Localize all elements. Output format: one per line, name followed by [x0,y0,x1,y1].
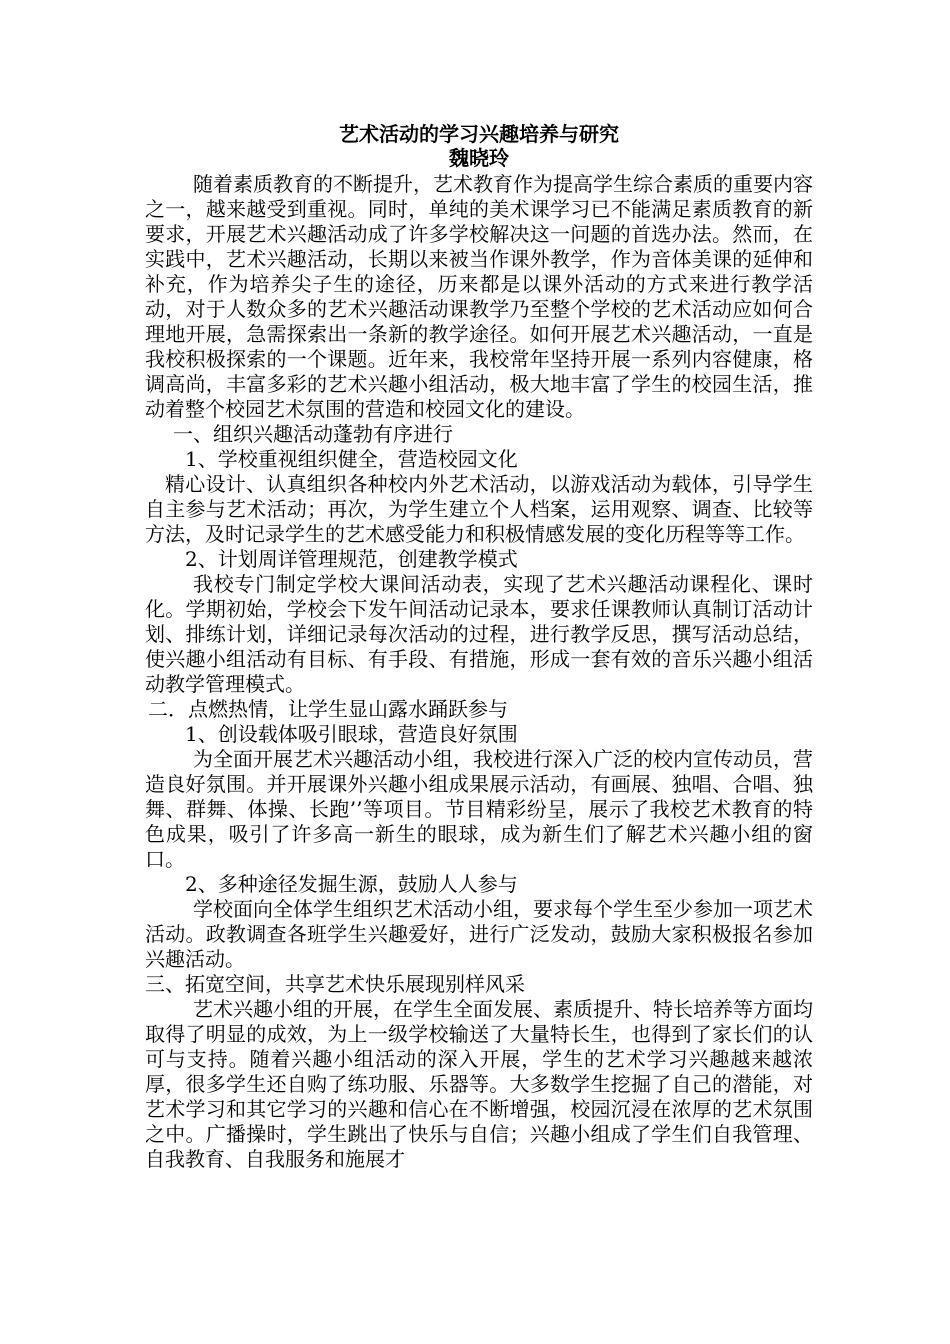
section2-heading: 二．点燃热情，让学生显山露水踊跃参与 [148,697,508,721]
section2-sub2-heading: 2、多种途径发掘生源，鼓励人人参与 [185,872,518,896]
section2-sub2-paragraph: 学校面向全体学生组织艺术活动小组，要求每个学生至少参加一项艺术活动。政教调查各班学生兴趣爱好，进行广泛发动，鼓励大家积极报名参加兴趣活动。 [145,897,813,971]
section3-heading: 三、拓宽空间，共享艺术快乐展现别样风采 [145,972,525,996]
section2-sub1-paragraph: 为全面开展艺术兴趣活动小组，我校进行深入广泛的校内宣传动员，营造良好氛围。并开展课外兴趣小组成果展示活动，有画展、独唱、合唱、独舞、群舞、体操、长跑’’等项目。节目精彩纷呈，展示了我校艺术教育的特色成果，吸引了许多高一新生的眼球，成为新生们了解艺术兴趣小组的窗口。 [145,747,813,871]
document-author: 魏晓玲 [449,146,509,170]
section1-heading: 一、组织兴趣活动蓬勃有序进行 [173,422,453,446]
intro-paragraph: 随着素质教育的不断提升，艺术教育作为提高学生综合素质的重要内容之一，越来越受到重视。同时，单纯的美术课学习已不能满足素质教育的新要求，开展艺术兴趣活动成了许多学校解决这一问题的首选办法。然而，在实践中，艺术兴趣活动，长期以来被当作课外教学，作为音体美课的延伸和补充，作为培养尖子生的途径，历来都是以课外活动的方式来进行教学活动，对于人数众多的艺术兴趣活动课教学乃至整个学校的艺术活动应如何合理地开展，急需探索出一条新的教学途径。如何开展艺术兴趣活动，一直是我校积极探索的一个课题。近年来，我校常年坚持开展一系列内容健康，格调高尚，丰富多彩的艺术兴趣小组活动，极大地丰富了学生的校园生活，推动着整个校园艺术氛围的营造和校园文化的建设。 [145,172,813,421]
section1-sub1-heading: 1、学校重视组织健全，营造校园文化 [185,447,518,471]
document-body [145,122,813,1172]
document-title: 艺术活动的学习兴趣培养与研究 [339,122,619,146]
section2-sub1-heading: 1、创设载体吸引眼球，营造良好氛围 [185,722,518,746]
section1-sub2-heading: 2、计划周详管理规范，创建教学模式 [185,547,518,571]
section1-sub1-paragraph: 精心设计、认真组织各种校内外艺术活动，以游戏活动为载体，引导学生自主参与艺术活动；再次，为学生建立个人档案，运用观察、调查、比较等方法，及时记录学生的艺术感受能力和积极情感发展的变化历程等等工作。 [145,472,813,546]
section3-paragraph: 艺术兴趣小组的开展，在学生全面发展、素质提升、特长培养等方面均取得了明显的成效，为上一级学校输送了大量特长生，也得到了家长们的认可与支持。随着兴趣小组活动的深入开展，学生的艺术学习兴趣越来越浓厚，很多学生还自购了练功服、乐器等。大多数学生挖掘了自己的潜能，对艺术学习和其它学习的兴趣和信心在不断增强，校园沉浸在浓厚的艺术氛围之中。广播操时，学生跳出了快乐与自信；兴趣小组成了学生们自我管理、自我教育、自我服务和施展才 [145,997,813,1171]
section1-sub2-paragraph: 我校专门制定学校大课间活动表，实现了艺术兴趣活动课程化、课时化。学期初始，学校会下发午间活动记录本，要求任课教师认真制订活动计划、排练计划，详细记录每次活动的过程，进行教学反思，撰写活动总结，使兴趣小组活动有目标、有手段、有措施，形成一套有效的音乐兴趣小组活动教学管理模式。 [145,572,813,696]
